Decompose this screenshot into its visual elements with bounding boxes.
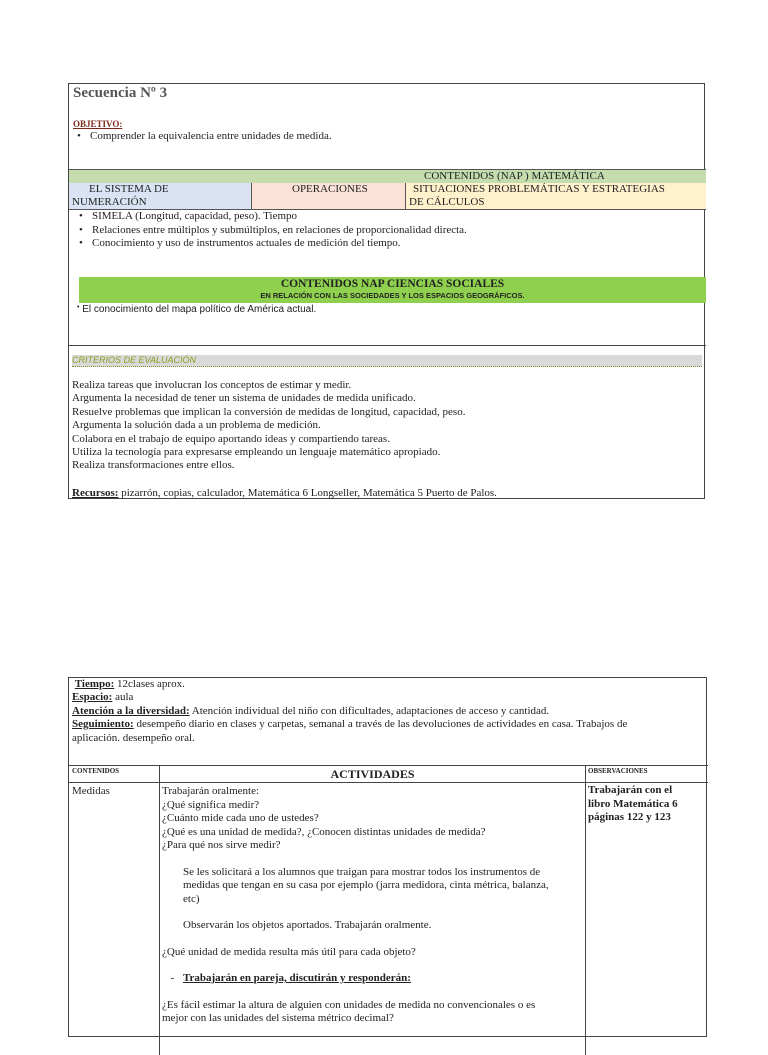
sequence-card xyxy=(68,83,705,499)
criteria-item: Resuelve problemas que implican la conversión de medidas de longitud, capacidad, peso. xyxy=(72,405,466,418)
dash-marker: - xyxy=(170,972,175,984)
tracking-line-2: aplicación. desempeño oral. xyxy=(72,731,195,744)
column-operaciones xyxy=(252,183,406,210)
criteria-item: Realiza tareas que involucran los conceptos de estimar y medir. xyxy=(72,379,352,391)
diversity-line xyxy=(72,705,702,718)
nap-math-title: CONTENIDOS (NAP ) MATEMÁTICA xyxy=(424,170,605,182)
space-label: Espacio: xyxy=(72,691,113,704)
criteria-item: Colabora en el trabajo de equipo aportando ideas y compartiendo tareas. xyxy=(72,432,390,445)
criteria-item: Utiliza la tecnología para expresarse empleando un lenguaje matemático apropiado. xyxy=(72,446,441,459)
col-header-contenidos: CONTENIDOS xyxy=(72,767,120,775)
activity-line: etc) xyxy=(183,892,200,905)
criteria-list xyxy=(72,379,465,473)
column-numeracion-line2: NUMERACIÓN xyxy=(72,196,147,208)
activity-line: ¿Cuánto mide cada uno de ustedes? xyxy=(162,812,319,824)
nap-social-title: CONTENIDOS NAP CIENCIAS SOCIALES xyxy=(280,278,505,290)
nap-social-header xyxy=(79,277,706,303)
pair-work-line xyxy=(162,972,582,986)
social-content-item xyxy=(77,304,316,315)
time-label: Tiempo: xyxy=(74,678,115,690)
observation-line: Trabajarán con el xyxy=(588,784,673,796)
nap-math-header xyxy=(69,169,706,184)
observation-line: libro Matemática 6 xyxy=(588,797,678,810)
space-text: aula xyxy=(112,691,134,704)
criteria-item: Realiza transformaciones entre ellos. xyxy=(72,459,235,472)
space-line xyxy=(72,691,702,704)
column-numeracion xyxy=(69,183,252,210)
pair-work-label: Trabajarán en pareja, discutirán y responderán: xyxy=(183,972,411,984)
objective-label: OBJETIVO: xyxy=(73,119,123,129)
bullet-icon: • xyxy=(77,304,80,311)
activity-line: ¿Qué unidad de medida resulta más útil para cada objeto? xyxy=(162,945,416,958)
activity-line: Se les solicitará a los alumnos que traigan para mostrar todos los instrumentos de xyxy=(183,865,541,878)
observations-cell xyxy=(588,784,678,825)
column-situaciones-line1: SITUACIONES PROBLEMÁTICAS Y ESTRATEGIAS xyxy=(413,183,665,195)
time-line xyxy=(72,678,702,691)
column-situaciones xyxy=(406,183,706,210)
criteria-label: CRITERIOS DE EVALUACIÓN xyxy=(72,355,197,365)
math-content-item: • SIMELA (Longitud, capacidad, peso). Tiempo xyxy=(76,210,467,224)
column-situaciones-line2: DE CÁLCULOS xyxy=(409,196,485,208)
tracking-text: desempeño diario en clases y carpetas, semanal a través de las devoluciones de actividades en casa. Trabajos de xyxy=(133,718,628,731)
resources-line xyxy=(72,487,497,499)
column-divider xyxy=(159,765,160,1055)
criteria-item: Argumenta la necesidad de tener un sistema de unidades de medida unificado. xyxy=(72,392,416,405)
content-cell: Medidas xyxy=(72,785,110,797)
resources-label: Recursos: xyxy=(72,487,119,499)
activity-line: ¿Es fácil estimar la altura de alguien con unidades de medida no convencionales o es xyxy=(162,998,536,1011)
diversity-text: Atención individual del niño con dificultades, adaptaciones de acceso y cantidad. xyxy=(189,704,550,717)
activities-card xyxy=(68,677,707,1037)
divider xyxy=(69,765,708,766)
column-operaciones-label: OPERACIONES xyxy=(292,183,368,195)
column-numeracion-line1: EL SISTEMA DE xyxy=(89,183,169,195)
divider xyxy=(69,345,706,346)
social-content-text: El conocimiento del mapa político de América actual. xyxy=(82,304,317,315)
col-header-observaciones: OBSERVACIONES xyxy=(588,767,648,775)
tracking-label: Seguimiento: xyxy=(72,718,134,731)
resources-text: pizarrón, copias, calculador, Matemática 6 Longseller, Matemática 5 Puerto de Palos. xyxy=(118,487,497,499)
objective-list xyxy=(74,130,332,144)
sequence-title: Secuencia Nº 3 xyxy=(73,85,168,101)
activities-cell xyxy=(162,785,582,1026)
activity-line: Observarán los objetos aportados. Trabajarán oralmente. xyxy=(183,919,432,931)
divider xyxy=(69,782,708,783)
diversity-label: Atención a la diversidad: xyxy=(72,704,190,717)
activity-line: mejor con las unidades del sistema métrico decimal? xyxy=(162,1012,394,1024)
criteria-item: Argumenta la solución dada a un problema de medición. xyxy=(72,419,321,432)
criteria-header xyxy=(72,355,702,367)
objective-item: • Comprender la equivalencia entre unidades de medida. xyxy=(74,130,332,144)
activity-line: medidas que tengan en su casa por ejemplo (jarra medidora, cinta métrica, balanza, xyxy=(183,879,549,891)
math-content-item: • Conocimiento y uso de instrumentos actuales de medición del tiempo. xyxy=(76,237,467,251)
math-content-item: • Relaciones entre múltiplos y submúltiplos, en relaciones de proporcionalidad directa. xyxy=(76,224,467,238)
tracking-line xyxy=(72,718,702,731)
math-contents-list xyxy=(76,210,467,251)
col-header-actividades: ACTIVIDADES xyxy=(330,767,415,781)
nap-social-subtitle: EN RELACIÓN CON LAS SOCIEDADES Y LOS ESPACIOS GEOGRÁFICOS. xyxy=(260,291,525,300)
activity-line: ¿Qué significa medir? xyxy=(162,798,260,811)
time-text: 12clases aprox. xyxy=(114,678,185,690)
activity-line: Trabajarán oralmente: xyxy=(162,785,260,797)
activity-line: ¿Para qué nos sirve medir? xyxy=(162,839,281,851)
plan-info xyxy=(72,678,702,745)
observation-line: páginas 122 y 123 xyxy=(588,811,671,823)
activity-line: ¿Qué es una unidad de medida?, ¿Conocen distintas unidades de medida? xyxy=(162,825,486,838)
column-divider xyxy=(585,765,586,1055)
